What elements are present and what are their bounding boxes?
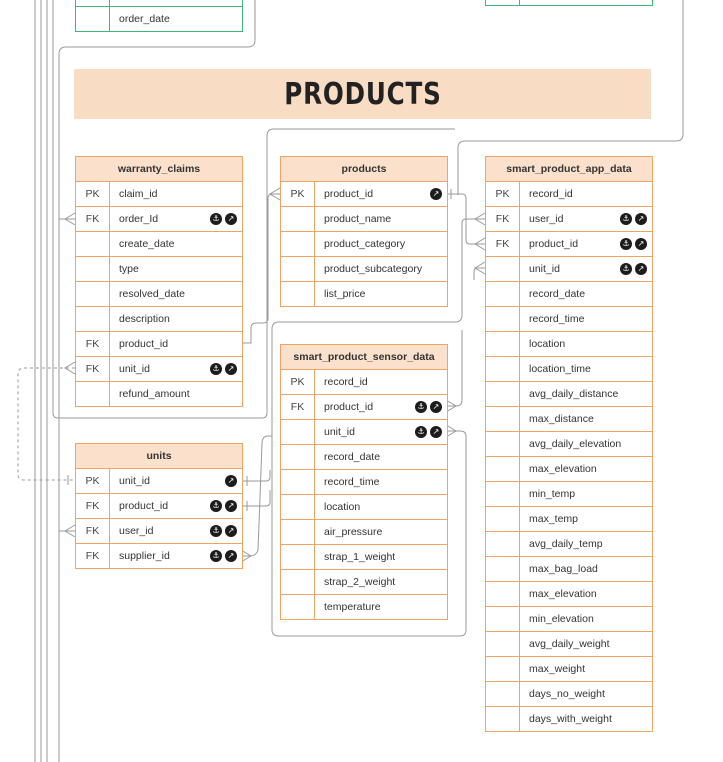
key-cell: FK bbox=[76, 494, 110, 518]
column-icons bbox=[415, 401, 447, 413]
table-row[interactable] bbox=[281, 257, 447, 282]
key-cell: FK bbox=[281, 395, 315, 419]
column-name: order_Id bbox=[119, 213, 159, 225]
table-row[interactable] bbox=[486, 532, 652, 557]
column-name: max_elevation bbox=[529, 463, 597, 475]
key-cell bbox=[281, 570, 315, 594]
anchor-icon: ⚓ bbox=[415, 401, 427, 413]
table-partial-orders bbox=[75, 0, 243, 32]
column-name: days_with_weight bbox=[529, 713, 612, 725]
column-name: product_category bbox=[324, 238, 406, 250]
key-cell bbox=[281, 207, 315, 231]
table-row[interactable] bbox=[486, 457, 652, 482]
key-cell bbox=[486, 0, 520, 5]
key-cell bbox=[281, 495, 315, 519]
link-icon: ↗ bbox=[225, 475, 237, 487]
table-row[interactable] bbox=[486, 332, 652, 357]
table-row[interactable] bbox=[76, 519, 242, 544]
key-cell bbox=[486, 257, 520, 281]
key-cell bbox=[281, 445, 315, 469]
table-row[interactable] bbox=[486, 407, 652, 432]
table-row[interactable] bbox=[76, 307, 242, 332]
column-name: claim_id bbox=[119, 188, 158, 200]
link-icon: ↗ bbox=[430, 426, 442, 438]
table-row[interactable] bbox=[281, 282, 447, 306]
column-name: max_bag_load bbox=[529, 563, 598, 575]
column-name: location_time bbox=[529, 363, 591, 375]
column-name: record_id bbox=[324, 376, 368, 388]
key-cell bbox=[281, 595, 315, 619]
table-smart-product-app-data[interactable] bbox=[485, 156, 653, 732]
key-cell bbox=[486, 307, 520, 331]
anchor-icon: ⚓ bbox=[620, 263, 632, 275]
column-name: temperature bbox=[324, 601, 381, 613]
column-name: order_date bbox=[119, 13, 170, 25]
table-row[interactable] bbox=[281, 470, 447, 495]
table-row[interactable] bbox=[281, 445, 447, 470]
column-icons bbox=[210, 525, 242, 537]
column-name: unit_id bbox=[119, 363, 150, 375]
table-row[interactable] bbox=[76, 469, 242, 494]
column-name: min_temp bbox=[529, 488, 576, 500]
table-row[interactable] bbox=[486, 257, 652, 282]
table-row[interactable] bbox=[76, 544, 242, 568]
table-row[interactable] bbox=[281, 495, 447, 520]
link-icon: ↗ bbox=[635, 213, 647, 225]
key-cell bbox=[486, 482, 520, 506]
link-icon: ↗ bbox=[225, 550, 237, 562]
table-row[interactable] bbox=[76, 257, 242, 282]
key-cell: FK bbox=[486, 207, 520, 231]
table-title: smart_product_sensor_data bbox=[281, 345, 447, 370]
table-row[interactable] bbox=[486, 432, 652, 457]
column-icons bbox=[620, 238, 652, 250]
table-row[interactable] bbox=[76, 282, 242, 307]
connector-line bbox=[241, 436, 272, 556]
anchor-icon: ⚓ bbox=[210, 363, 222, 375]
column-name: user_id bbox=[119, 525, 154, 537]
column-name: unit_id bbox=[529, 263, 560, 275]
column-name: max_distance bbox=[529, 413, 594, 425]
column-name: air_pressure bbox=[324, 526, 383, 538]
column-name: type bbox=[119, 263, 139, 275]
key-cell: FK bbox=[76, 544, 110, 568]
anchor-icon: ⚓ bbox=[210, 500, 222, 512]
table-warranty-claims[interactable] bbox=[75, 156, 243, 407]
column-name: strap_2_weight bbox=[324, 576, 396, 588]
table-row[interactable] bbox=[486, 282, 652, 307]
key-cell bbox=[486, 582, 520, 606]
table-units[interactable] bbox=[75, 443, 243, 569]
table-row[interactable] bbox=[281, 395, 447, 420]
key-cell bbox=[281, 470, 315, 494]
key-cell: FK bbox=[76, 207, 110, 231]
key-cell bbox=[486, 682, 520, 706]
key-cell bbox=[486, 607, 520, 631]
key-cell: PK bbox=[76, 182, 110, 206]
column-name: refund_amount bbox=[119, 388, 190, 400]
anchor-icon: ⚓ bbox=[415, 426, 427, 438]
table-row bbox=[76, 0, 242, 7]
table-row[interactable] bbox=[76, 332, 242, 357]
table-row[interactable] bbox=[486, 582, 652, 607]
table-smart-product-sensor-data[interactable] bbox=[280, 344, 448, 620]
table-row[interactable] bbox=[486, 207, 652, 232]
anchor-icon: ⚓ bbox=[210, 213, 222, 225]
link-icon: ↗ bbox=[430, 401, 442, 413]
column-name: location bbox=[324, 501, 361, 513]
key-cell bbox=[281, 420, 315, 444]
column-icons bbox=[430, 188, 447, 200]
table-row[interactable] bbox=[486, 232, 652, 257]
link-icon: ↗ bbox=[225, 500, 237, 512]
table-row[interactable] bbox=[486, 682, 652, 707]
key-cell bbox=[486, 707, 520, 731]
table-row[interactable] bbox=[76, 182, 242, 207]
key-cell: FK bbox=[76, 519, 110, 543]
table-row[interactable] bbox=[281, 545, 447, 570]
column-icons bbox=[210, 550, 242, 562]
column-name: max_temp bbox=[529, 513, 579, 525]
link-icon: ↗ bbox=[430, 188, 442, 200]
column-name: product_id bbox=[529, 238, 579, 250]
anchor-icon: ⚓ bbox=[210, 525, 222, 537]
column-name: product_name bbox=[324, 213, 392, 225]
table-title: smart_product_app_data bbox=[486, 157, 652, 182]
key-cell bbox=[281, 232, 315, 256]
key-cell: FK bbox=[76, 357, 110, 381]
key-cell bbox=[486, 282, 520, 306]
column-icons bbox=[620, 263, 652, 275]
table-row[interactable] bbox=[281, 570, 447, 595]
key-cell bbox=[486, 532, 520, 556]
link-icon: ↗ bbox=[635, 263, 647, 275]
table-row bbox=[76, 7, 242, 31]
table-row[interactable] bbox=[76, 382, 242, 406]
connector-line bbox=[446, 330, 462, 406]
key-cell: PK bbox=[281, 182, 315, 206]
key-cell: FK bbox=[486, 232, 520, 256]
table-row[interactable] bbox=[486, 507, 652, 532]
column-name: record_time bbox=[529, 313, 585, 325]
table-row[interactable] bbox=[486, 357, 652, 382]
link-icon: ↗ bbox=[635, 238, 647, 250]
column-name: record_id bbox=[529, 188, 573, 200]
column-name: unit_id bbox=[119, 475, 150, 487]
table-row[interactable] bbox=[486, 557, 652, 582]
column-name: product_id bbox=[324, 401, 374, 413]
column-icons bbox=[415, 426, 447, 438]
key-cell: PK bbox=[76, 469, 110, 493]
table-row[interactable] bbox=[486, 632, 652, 657]
table-row[interactable] bbox=[76, 232, 242, 257]
key-cell bbox=[486, 632, 520, 656]
column-icons bbox=[210, 363, 242, 375]
table-partial-top-right bbox=[485, 0, 653, 6]
key-cell bbox=[486, 657, 520, 681]
column-name: create_date bbox=[119, 238, 175, 250]
table-row[interactable] bbox=[281, 232, 447, 257]
key-cell bbox=[281, 282, 315, 306]
table-products[interactable] bbox=[280, 156, 448, 307]
column-name: product_id bbox=[119, 338, 169, 350]
table-title: products bbox=[281, 157, 447, 182]
column-name: max_elevation bbox=[529, 588, 597, 600]
column-name: record_time bbox=[324, 476, 380, 488]
key-cell: PK bbox=[281, 370, 315, 394]
table-row[interactable] bbox=[486, 707, 652, 731]
key-cell bbox=[76, 7, 110, 31]
table-row[interactable] bbox=[486, 182, 652, 207]
column-name: resolved_date bbox=[119, 288, 185, 300]
column-name: list_price bbox=[324, 288, 366, 300]
connector-line bbox=[241, 490, 270, 506]
table-row[interactable] bbox=[281, 370, 447, 395]
table-row[interactable] bbox=[76, 357, 242, 382]
table-row[interactable] bbox=[281, 182, 447, 207]
column-name: avg_daily_elevation bbox=[529, 438, 622, 450]
column-name: avg_daily_temp bbox=[529, 538, 603, 550]
connector-line bbox=[241, 470, 270, 481]
key-cell bbox=[486, 557, 520, 581]
anchor-icon: ⚓ bbox=[620, 238, 632, 250]
table-row[interactable] bbox=[486, 382, 652, 407]
table-title: units bbox=[76, 444, 242, 469]
key-cell bbox=[486, 507, 520, 531]
table-row[interactable] bbox=[281, 207, 447, 232]
table-title: warranty_claims bbox=[76, 157, 242, 182]
anchor-icon: ⚓ bbox=[620, 213, 632, 225]
key-cell bbox=[281, 257, 315, 281]
column-icons bbox=[210, 213, 242, 225]
table-row[interactable] bbox=[486, 482, 652, 507]
key-cell bbox=[486, 457, 520, 481]
column-name: unit_id bbox=[324, 426, 355, 438]
table-row[interactable] bbox=[76, 494, 242, 519]
column-icons bbox=[225, 475, 242, 487]
link-icon: ↗ bbox=[225, 525, 237, 537]
column-name: record_date bbox=[324, 451, 381, 463]
column-name: avg_daily_weight bbox=[529, 638, 610, 650]
key-cell bbox=[486, 357, 520, 381]
connector-line bbox=[241, 194, 280, 343]
key-cell bbox=[486, 332, 520, 356]
key-cell: FK bbox=[76, 332, 110, 356]
column-name: user_id bbox=[529, 213, 564, 225]
column-name: location bbox=[529, 338, 566, 350]
section-title: PRODUCTS bbox=[283, 76, 442, 112]
section-banner bbox=[74, 69, 651, 119]
table-row[interactable] bbox=[486, 307, 652, 332]
column-name: description bbox=[119, 313, 170, 325]
column-name: product_id bbox=[119, 500, 169, 512]
key-cell: PK bbox=[486, 182, 520, 206]
table-row[interactable] bbox=[281, 420, 447, 445]
column-name: strap_1_weight bbox=[324, 551, 396, 563]
column-name: supplier_id bbox=[119, 550, 170, 562]
column-name: days_no_weight bbox=[529, 688, 605, 700]
key-cell bbox=[76, 307, 110, 331]
column-icons bbox=[620, 213, 652, 225]
key-cell bbox=[76, 0, 110, 6]
column-name: min_elevation bbox=[529, 613, 594, 625]
table-row[interactable] bbox=[281, 595, 447, 619]
key-cell bbox=[486, 432, 520, 456]
column-icons bbox=[210, 500, 242, 512]
column-name: record_date bbox=[529, 288, 586, 300]
table-row[interactable] bbox=[76, 207, 242, 232]
link-icon: ↗ bbox=[225, 213, 237, 225]
key-cell bbox=[76, 232, 110, 256]
key-cell bbox=[76, 282, 110, 306]
table-row[interactable] bbox=[486, 657, 652, 682]
column-name: product_id bbox=[324, 188, 374, 200]
key-cell bbox=[281, 545, 315, 569]
table-row[interactable] bbox=[281, 520, 447, 545]
key-cell bbox=[486, 407, 520, 431]
connector-line bbox=[474, 268, 485, 280]
key-cell bbox=[486, 382, 520, 406]
column-name: avg_daily_distance bbox=[529, 388, 619, 400]
link-icon: ↗ bbox=[225, 363, 237, 375]
table-row[interactable] bbox=[486, 607, 652, 632]
column-name: product_subcategory bbox=[324, 263, 423, 275]
key-cell bbox=[76, 257, 110, 281]
key-cell bbox=[76, 382, 110, 406]
anchor-icon: ⚓ bbox=[210, 550, 222, 562]
table-row bbox=[486, 0, 652, 5]
column-name: max_weight bbox=[529, 663, 586, 675]
key-cell bbox=[281, 520, 315, 544]
